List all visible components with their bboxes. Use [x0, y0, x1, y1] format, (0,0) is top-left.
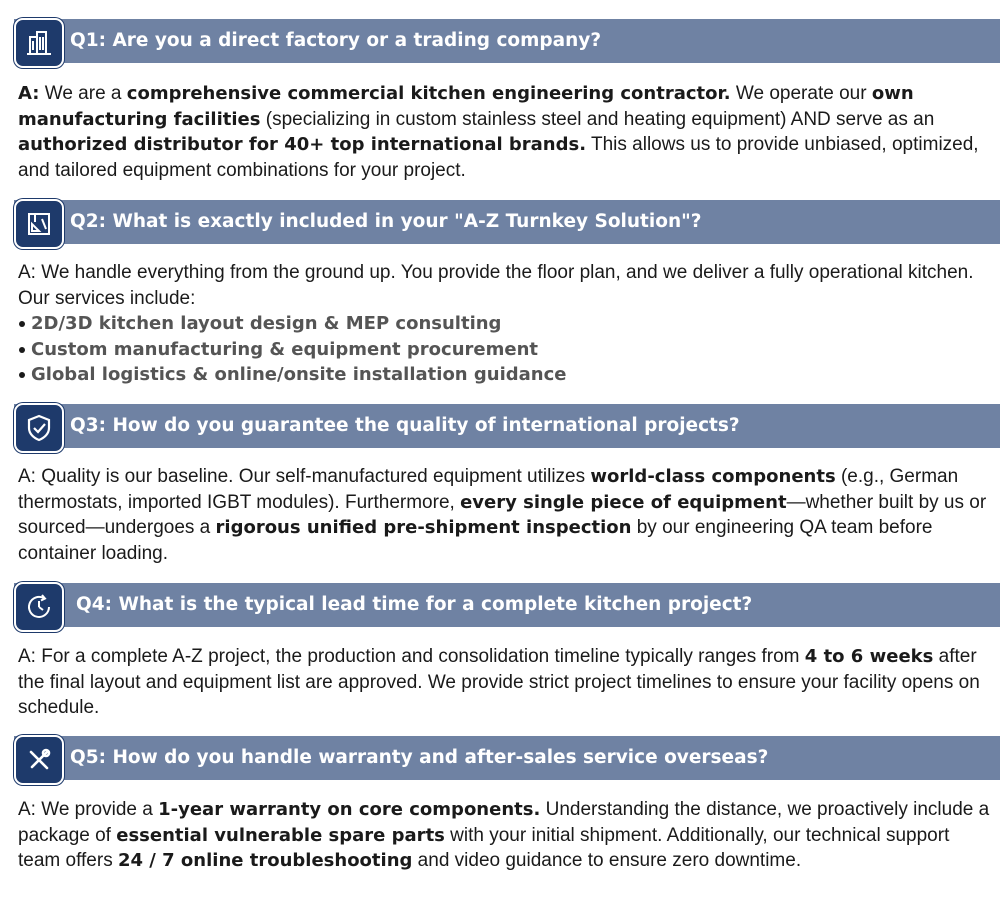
answer-emphasis: world-class components	[590, 466, 836, 487]
answer-segment: A: For a complete A-Z project, the production and consolidation timeline typically ranges from	[18, 646, 805, 667]
list-item: Global logistics & online/onsite installation guidance	[18, 362, 993, 388]
question-text: Q5: How do you handle warranty and after-sales service overseas?	[70, 747, 769, 768]
question-text: Q1: Are you a direct factory or a trading company?	[70, 30, 602, 51]
list-item: 2D/3D kitchen layout design & MEP consulting	[18, 311, 993, 337]
answer-emphasis: every single piece of equipment	[460, 491, 787, 513]
question-text: Q4: What is the typical lead time for a complete kitchen project?	[76, 594, 753, 615]
answer-segment: A: We provide a	[18, 799, 159, 820]
answer-emphasis: essential vulnerable spare parts	[116, 824, 445, 846]
blueprint-icon	[14, 199, 64, 249]
answer-emphasis: authorized distributor for 40+ top international brands.	[18, 134, 587, 155]
answer-emphasis: rigorous unified pre-shipment inspection	[215, 517, 632, 538]
building-icon	[14, 18, 64, 68]
answer-emphasis: A:	[18, 83, 40, 104]
answer-segment: and video guidance to ensure zero downtime.	[412, 850, 802, 871]
answer-emphasis: 4 to 6 weeks	[804, 646, 934, 667]
answer-segment: A: Quality is our baseline. Our self-manufactured equipment utilizes	[18, 466, 591, 487]
answer-text	[18, 81, 993, 183]
answer-emphasis: own manufacturing facilities	[18, 83, 914, 130]
answer-segment: with your initial shipment. Additionally, our technical support team offers	[18, 824, 950, 871]
services-list	[18, 311, 993, 388]
answer-emphasis: 1-year warranty on core components.	[158, 799, 541, 820]
answer-text	[18, 797, 993, 874]
question-text: Q3: How do you guarantee the quality of international projects?	[70, 415, 740, 436]
answer-segment: This allows us to provide unbiased, optimized, and tailored equipment combinations for your project.	[18, 134, 979, 181]
answer-emphasis: 24 / 7 online troubleshooting	[117, 850, 413, 871]
answer-segment: (e.g., German thermostats, imported IGBT modules). Furthermore,	[18, 466, 959, 513]
answer-segment: We operate our	[730, 83, 872, 104]
answer-text	[18, 464, 993, 566]
answer-text	[18, 260, 993, 311]
answer-segment: after the final layout and equipment list are approved. We provide strict project timelines to ensure your facility opens on schedule.	[18, 646, 980, 718]
answer-emphasis: comprehensive commercial kitchen engineering contractor.	[126, 83, 731, 104]
answer-segment: by our engineering QA team before container loading.	[18, 517, 933, 564]
clock-arrow-icon	[14, 582, 64, 632]
answer-segment: Understanding the distance, we proactively include a package of	[18, 799, 990, 846]
list-item: Custom manufacturing & equipment procurement	[18, 337, 993, 363]
answer-segment: (specializing in custom stainless steel and heating equipment) AND serve as an	[260, 108, 935, 130]
answer-text	[18, 644, 993, 721]
shield-check-icon	[14, 403, 64, 453]
question-text: Q2: What is exactly included in your "A-Z Turnkey Solution"?	[70, 211, 702, 232]
answer-segment: We are a	[39, 83, 127, 104]
tools-icon	[14, 735, 64, 785]
answer-segment: A: We handle everything from the ground up. You provide the floor plan, and we deliver a fully operational kitchen. Our services include:	[18, 262, 974, 309]
answer-segment: —whether built by us or sourced—undergoes a	[18, 491, 987, 538]
